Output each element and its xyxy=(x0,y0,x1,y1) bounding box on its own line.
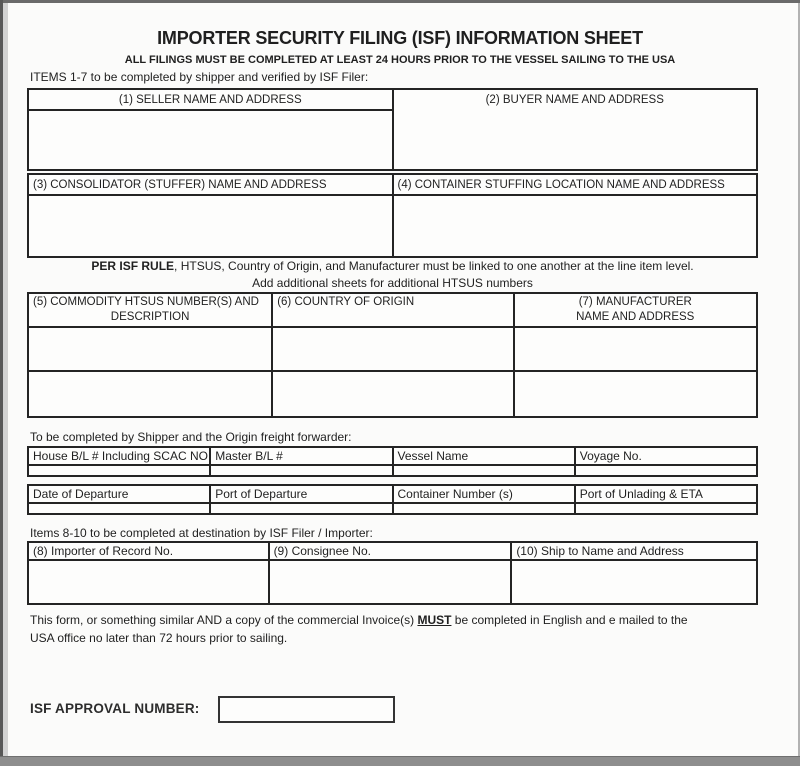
house-bl-input-area[interactable] xyxy=(28,465,210,476)
page-subtitle: ALL FILINGS MUST BE COMPLETED AT LEAST 24 HOURS PRIOR TO THE VESSEL SAILING TO THE USA xyxy=(124,54,676,66)
seller-header: (1) SELLER NAME AND ADDRESS xyxy=(29,90,392,111)
country-of-origin-header: (6) COUNTRY OF ORIGIN xyxy=(272,293,513,327)
commodity-table xyxy=(27,292,758,418)
htsus-header-line2: DESCRIPTION xyxy=(110,311,190,323)
consolidator-column xyxy=(29,175,392,256)
shipper-forwarder-note: To be completed by Shipper and the Origin freight forwarder: xyxy=(30,430,352,444)
htsus-header xyxy=(28,293,272,327)
page-title: IMPORTER SECURITY FILING (ISF) INFORMATION SHEET xyxy=(157,28,643,48)
vessel-name-input-area[interactable] xyxy=(393,465,575,476)
items-1-7-note: ITEMS 1-7 to be completed by shipper and verified by ISF Filer: xyxy=(30,70,369,84)
commodity-row-2 xyxy=(28,371,757,417)
manufacturer-input-area-2[interactable] xyxy=(514,371,758,417)
parties-table-lower xyxy=(27,173,758,258)
consignee-no-input-area[interactable] xyxy=(269,560,512,604)
origin-input-area-2[interactable] xyxy=(272,371,513,417)
seller-column xyxy=(29,90,392,169)
footer-note-must: MUST xyxy=(417,613,452,627)
shipping-value-row-2 xyxy=(28,503,757,514)
stuffing-location-input-area[interactable] xyxy=(394,196,757,256)
stuffing-location-column xyxy=(392,175,757,256)
scan-border-left-inner xyxy=(3,3,8,757)
origin-input-area-1[interactable] xyxy=(272,327,513,371)
scan-border-bottom xyxy=(0,756,800,766)
shipping-table-lower xyxy=(27,484,758,515)
manufacturer-header-line1: (7) MANUFACTURER xyxy=(578,296,692,308)
items-8-10-note: Items 8-10 to be completed at destination by ISF Filer / Importer: xyxy=(30,526,373,540)
destination-table xyxy=(27,541,758,605)
ship-to-header: (10) Ship to Name and Address xyxy=(511,542,757,560)
buyer-column xyxy=(392,90,757,169)
buyer-input-area[interactable] xyxy=(394,109,757,167)
importer-of-record-input-area[interactable] xyxy=(28,560,269,604)
master-bl-header: Master B/L # xyxy=(210,447,392,465)
port-of-unlading-header: Port of Unlading & ETA xyxy=(575,485,757,503)
isf-rule-note-bold: PER ISF RULE xyxy=(91,259,175,273)
manufacturer-header xyxy=(514,293,758,327)
ship-to-input-area[interactable] xyxy=(511,560,757,604)
date-of-departure-header: Date of Departure xyxy=(28,485,210,503)
commodity-row-1 xyxy=(28,327,757,371)
date-of-departure-input-area[interactable] xyxy=(28,503,210,514)
footer-note-post: be completed in English and e mailed to the USA office no later than 72 hours prior to sailing. xyxy=(30,613,688,645)
consolidator-input-area[interactable] xyxy=(29,196,392,256)
footer-note-pre: This form, or something similar AND a copy of the commercial Invoice(s) xyxy=(30,613,418,627)
shipping-header-row-2 xyxy=(28,485,757,503)
isf-approval-label: ISF APPROVAL NUMBER: xyxy=(30,701,200,716)
voyage-no-input-area[interactable] xyxy=(575,465,757,476)
seller-input-area[interactable] xyxy=(29,111,392,171)
importer-of-record-header: (8) Importer of Record No. xyxy=(28,542,269,560)
destination-value-row xyxy=(28,560,757,604)
consolidator-header: (3) CONSOLIDATOR (STUFFER) NAME AND ADDRESS xyxy=(29,175,392,196)
port-of-departure-input-area[interactable] xyxy=(210,503,392,514)
destination-header-row xyxy=(28,542,757,560)
buyer-header: (2) BUYER NAME AND ADDRESS xyxy=(485,94,664,106)
stuffing-location-header: (4) CONTAINER STUFFING LOCATION NAME AND ADDRESS xyxy=(394,175,757,196)
scan-border-top xyxy=(0,0,800,3)
additional-sheets-note: Add additional sheets for additional HTSUS numbers xyxy=(252,276,533,290)
parties-table-upper xyxy=(27,88,758,171)
container-number-header: Container Number (s) xyxy=(393,485,575,503)
port-of-unlading-input-area[interactable] xyxy=(575,503,757,514)
shipping-header-row-1 xyxy=(28,447,757,465)
shipping-table-upper xyxy=(27,446,758,477)
consignee-no-header: (9) Consignee No. xyxy=(269,542,512,560)
container-number-input-area[interactable] xyxy=(393,503,575,514)
manufacturer-header-line2: NAME AND ADDRESS xyxy=(576,311,695,323)
shipping-value-row-1 xyxy=(28,465,757,476)
htsus-input-area-1[interactable] xyxy=(28,327,272,371)
htsus-header-line1: (5) COMMODITY HTSUS NUMBER(S) AND xyxy=(33,296,259,308)
footer-note xyxy=(30,611,706,647)
manufacturer-input-area-1[interactable] xyxy=(514,327,758,371)
htsus-input-area-2[interactable] xyxy=(28,371,272,417)
isf-rule-note xyxy=(27,259,758,273)
commodity-header-row xyxy=(28,293,757,327)
voyage-no-header: Voyage No. xyxy=(575,447,757,465)
vessel-name-header: Vessel Name xyxy=(393,447,575,465)
port-of-departure-header: Port of Departure xyxy=(210,485,392,503)
house-bl-header: House B/L # Including SCAC NO xyxy=(28,447,210,465)
isf-rule-note-rest: , HTSUS, Country of Origin, and Manufacturer must be linked to one another at the line item level. xyxy=(174,259,694,273)
isf-approval-input-box[interactable] xyxy=(218,696,395,723)
master-bl-input-area[interactable] xyxy=(210,465,392,476)
